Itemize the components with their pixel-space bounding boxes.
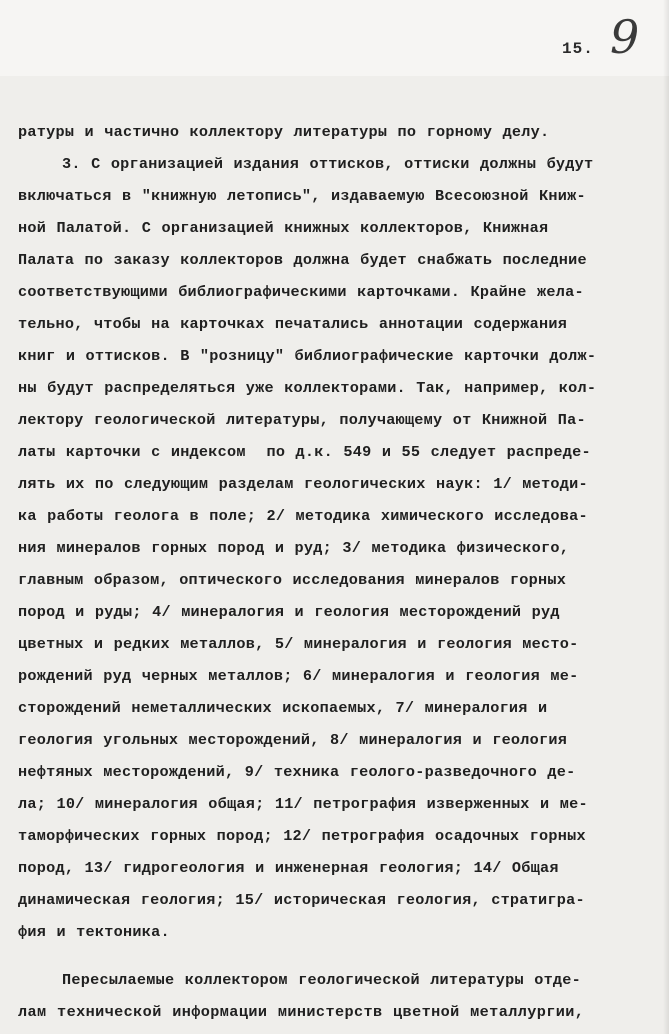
handwritten-page-number: 9	[610, 10, 640, 64]
text-line: Палата по заказу коллекторов должна будет снабжать последние	[18, 251, 587, 269]
text-line: латы карточки с индексом по д.к. 549 и 55 следует распреде-	[18, 443, 591, 461]
text-line: ны будут распределяться уже коллекторами. Так, например, кол-	[18, 379, 597, 397]
page-number: 15.	[562, 40, 594, 58]
page-edge-shadow	[663, 0, 669, 1034]
text-line: Пересылаемые коллектором геологической литературы отде-	[62, 971, 582, 989]
text-line: ла; 10/ минералогия общая; 11/ петрография изверженных и ме-	[18, 795, 588, 813]
text-line: соответствующими библиографическими карточками. Крайне жела-	[18, 283, 584, 301]
text-line: сторождений неметаллических ископаемых, 7/ минералогия и	[18, 699, 548, 717]
text-line: пород, 13/ гидрогеология и инженерная геология; 14/ Общая	[18, 859, 559, 877]
text-line: ка работы геолога в поле; 2/ методика химического исследова-	[18, 507, 588, 525]
text-line: нефтяных месторождений, 9/ техника геолого-разведочного де-	[18, 763, 576, 781]
text-line: рождений руд черных металлов; 6/ минералогия и геология ме-	[18, 667, 579, 685]
text-line: геология угольных месторождений, 8/ минералогия и геология	[18, 731, 568, 749]
page-header-area	[0, 0, 669, 76]
text-line: ния минералов горных пород и руд; 3/ методика физического,	[18, 539, 570, 557]
text-line: ратуры и частично коллектору литературы по горному делу.	[18, 123, 550, 141]
text-line: фия и тектоника.	[18, 923, 170, 941]
text-line: лектору геологической литературы, получающему от Книжной Па-	[18, 411, 586, 429]
text-line: тельно, чтобы на карточках печатались аннотации содержания	[18, 315, 568, 333]
text-line: ной Палатой. С организацией книжных коллекторов, Книжная	[18, 219, 549, 237]
text-line: включаться в "книжную летопись", издаваемую Всесоюзной Книж-	[18, 187, 586, 205]
text-line: книг и оттисков. В "розницу" библиографические карточки долж-	[18, 347, 597, 365]
text-line: цветных и редких металлов, 5/ минералогия и геология место-	[18, 635, 579, 653]
text-line: главным образом, оптического исследования минералов горных	[18, 571, 567, 589]
text-line: 3. С организацией издания оттисков, оттиски должны будут	[62, 155, 594, 173]
text-line: лять их по следующим разделам геологических наук: 1/ методи-	[18, 475, 588, 493]
text-line: лам технической информации министерств цветной металлургии,	[18, 1003, 585, 1021]
text-line: таморфических горных пород; 12/ петрография осадочных горных	[18, 827, 586, 845]
text-line: пород и руды; 4/ минералогия и геология месторождений руд	[18, 603, 560, 621]
text-line: динамическая геология; 15/ историческая геология, стратигра-	[18, 891, 585, 909]
